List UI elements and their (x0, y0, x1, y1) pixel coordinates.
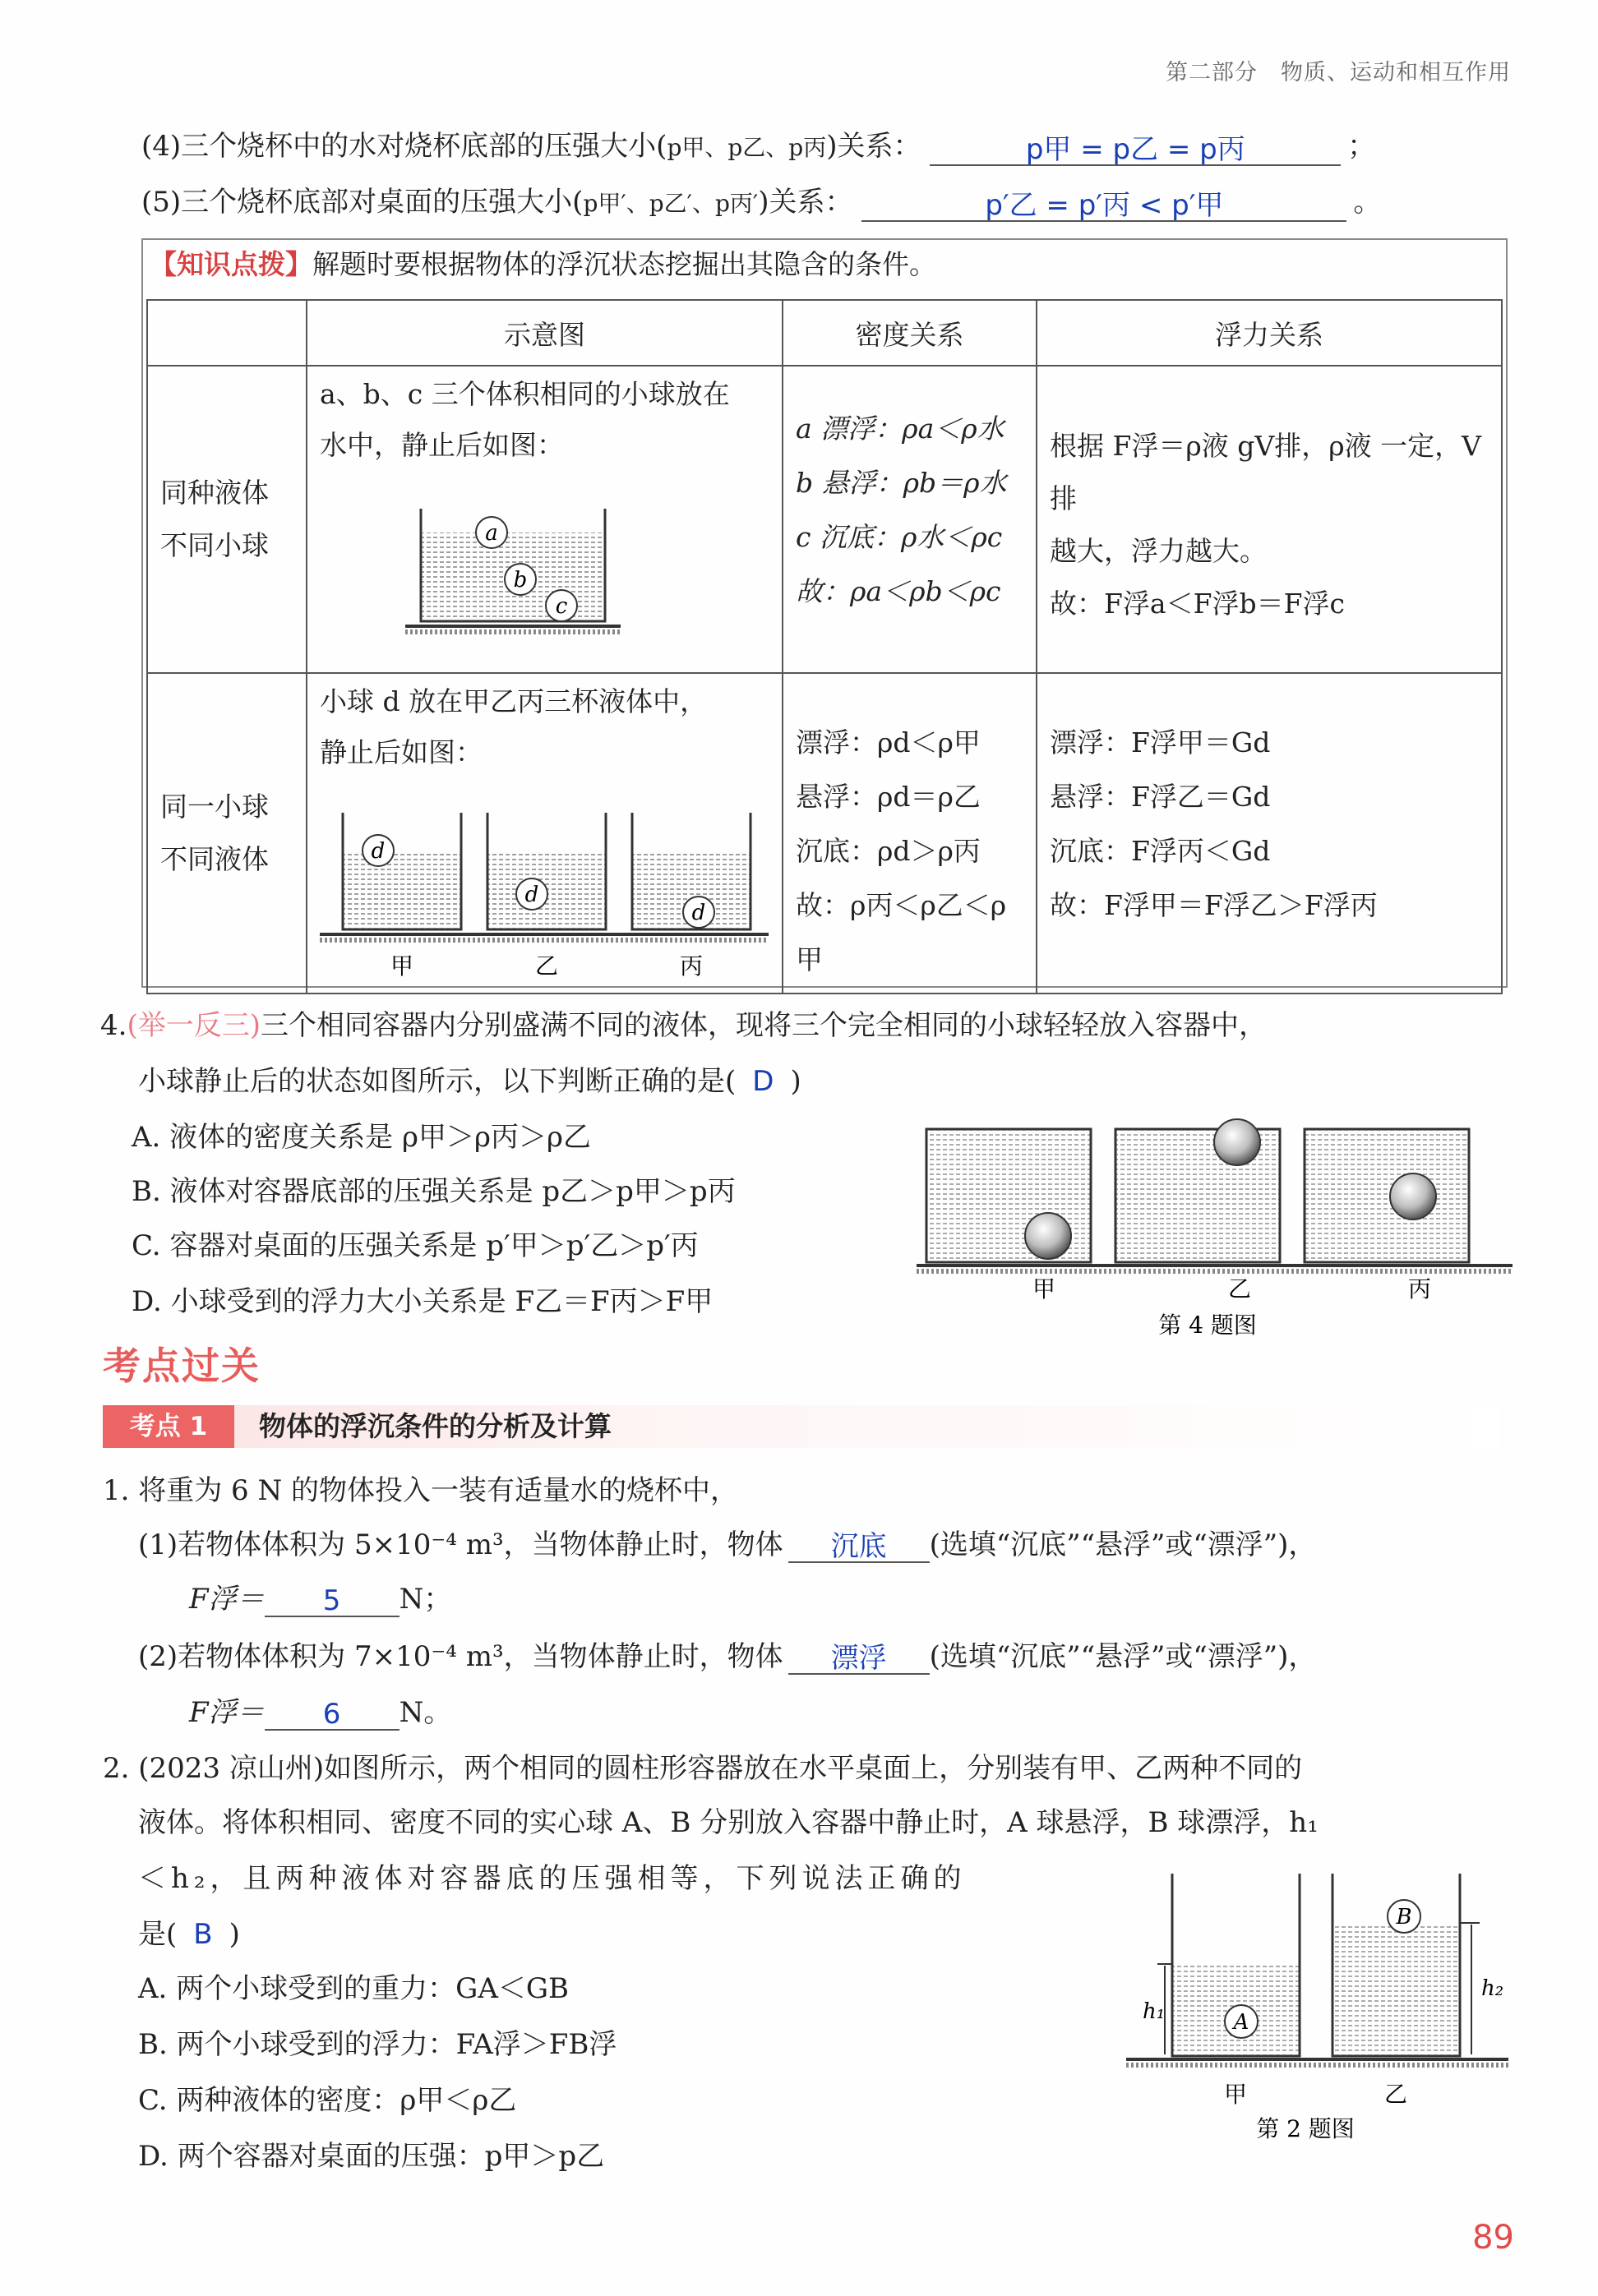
q4-label-yi: 乙 (1227, 1275, 1252, 1302)
q1-p1-f-answer: 5 (322, 1584, 341, 1617)
q2-stem-line4-text: 是( (138, 1918, 178, 1951)
row2-cup2-ball-label: d (524, 883, 539, 907)
row2-cup3-label: 丙 (679, 952, 704, 980)
q4-line2 (138, 1063, 801, 1100)
row2-buoyancy-1: 漂浮：F浮甲＝Gd (1050, 726, 1271, 758)
q-prev-line5-blank (861, 187, 1346, 222)
row1-diagram-cell (307, 366, 783, 673)
tip-heading (150, 247, 936, 283)
q4-option-c: C. 容器对桌面的压强关系是 p′甲＞p′乙＞p′丙 (132, 1229, 699, 1262)
q2-label-jia: 甲 (1223, 2081, 1248, 2108)
q1-p1-suffix: (选填“沉底”“悬浮”或“漂浮”)， (929, 1528, 1317, 1561)
tip-table (146, 299, 1503, 994)
q4-ball1 (1025, 1213, 1071, 1259)
tip-th-density: 密度关系 (783, 300, 1037, 366)
row1-buoyancy-2: 越大，浮力越大。 (1050, 535, 1267, 567)
q-prev-line4-end: ； (1347, 130, 1376, 163)
section-title: 考点过关 (103, 1344, 261, 1388)
q1-part1-force (189, 1581, 451, 1617)
row1-density-3: c 沉底：ρ水＜ρc (796, 521, 1003, 553)
q1-part2-force (189, 1694, 451, 1731)
q2-h1-label: h₁ (1143, 1999, 1166, 2024)
q1-p2-blank (788, 1640, 930, 1675)
q1-p1-f-unit: N； (399, 1583, 452, 1616)
row1-density-4: 故：ρa＜ρb＜ρc (796, 575, 1001, 607)
q1-p2-prefix: (2)若物体体积为 7×10⁻⁴ m³，当物体静止时，物体 (138, 1640, 783, 1673)
q1-p2-f-answer: 6 (322, 1698, 341, 1731)
row1-density-cell (783, 366, 1037, 673)
tip-tag: 【知识点拨】 (150, 248, 312, 280)
q1-p2-f-prefix: F浮＝ (189, 1696, 265, 1729)
q1-p1-answer: 沉底 (830, 1530, 887, 1563)
row1-density-2: b 悬浮：ρb＝ρ水 (796, 467, 1007, 499)
row2-density-4: 故：ρ丙＜ρ乙＜ρ甲 (796, 889, 1007, 975)
q4-fig-caption: 第 4 题图 (1158, 1312, 1257, 1339)
row2-label-cell (147, 673, 307, 994)
q1-p1-f-blank (265, 1583, 400, 1617)
row1-buoyancy-cell (1037, 366, 1502, 673)
tip-th-empty (147, 300, 307, 366)
q4-answer: D (752, 1065, 774, 1098)
row2-cup1-ball-label: d (371, 839, 386, 864)
q2-stem-line2: 液体。将体积相同、密度不同的实心球 A、B 分别放入容器中静止时，A 球悬浮，B 球漂浮，h₁ (138, 1806, 1319, 1839)
q-prev-line4-answer: p甲 = p乙 = p丙 (1025, 133, 1245, 166)
q1-p2-f-blank (265, 1696, 400, 1731)
q4-stem-line2: 小球静止后的状态如图所示，以下判断正确的是( (138, 1065, 737, 1098)
q-prev-line4-blank (930, 131, 1341, 166)
row2-cups-figure (308, 783, 781, 980)
tip-table-row1 (147, 366, 1502, 673)
page-number: 89 (1472, 2219, 1514, 2257)
row2-diagram-cell (307, 673, 783, 994)
row1-ball-c-label: c (555, 594, 568, 619)
row1-buoyancy-1: 根据 F浮＝ρ液 gV排，ρ液 一定，V排 (1050, 430, 1481, 514)
q4-num: 4. (100, 1009, 127, 1042)
q1-p2-suffix: (选填“沉底”“悬浮”或“漂浮”)， (929, 1640, 1317, 1673)
row2-density-cell (783, 673, 1037, 994)
q2-figure (1118, 1865, 1521, 2145)
tip-table-row2 (147, 673, 1502, 994)
row2-density-3: 沉底：ρd＞ρ丙 (796, 835, 981, 867)
q-prev-line5 (141, 184, 1381, 222)
row1-label-line2: 不同小球 (160, 529, 269, 561)
q1-stem: 1. 将重为 6 N 的物体投入一装有适量水的烧杯中， (103, 1474, 739, 1507)
row1-buoyancy-3: 故：F浮a＜F浮b＝F浮c (1050, 588, 1345, 620)
q-prev-line4 (141, 128, 1375, 166)
row2-label-line2: 不同液体 (160, 843, 269, 875)
q2-stem-line1: 2. (2023 凉山州)如图所示，两个相同的圆柱形容器放在水平桌面上，分别装有甲、乙两种不同的 (103, 1752, 1303, 1785)
row2-diagram-line2: 静止后如图： (320, 736, 483, 768)
q2-stem-line3: ＜h₂，且两种液体对容器底的压强相等，下列说法正确的 (138, 1862, 967, 1895)
q1-p2-f-unit: N。 (399, 1696, 452, 1729)
q2-option-b: B. 两个小球受到的浮力：FA浮＞FB浮 (138, 2028, 617, 2061)
row1-label-cell (147, 366, 307, 673)
q2-cup2-liquid (1332, 1923, 1460, 2056)
q4-cup3 (1305, 1129, 1469, 1262)
q4-ball3 (1390, 1173, 1436, 1219)
q-prev-line5-end: 。 (1353, 186, 1382, 219)
q2-h2-label: h₂ (1481, 1976, 1504, 2001)
q2-answer: B (193, 1918, 213, 1951)
q2-ball-b-label: B (1396, 1905, 1412, 1929)
kaodian-title: 物体的浮沉条件的分析及计算 (259, 1410, 612, 1442)
q4-option-a: A. 液体的密度关系是 ρ甲＞ρ丙＞ρ乙 (132, 1121, 591, 1154)
kaodian-bar (103, 1405, 1500, 1448)
q4-stem-end: ) (790, 1065, 801, 1098)
row2-density-1: 漂浮：ρd＜ρ甲 (796, 726, 981, 758)
tip-text: 解题时要根据物体的浮沉状态挖掘出其隐含的条件。 (312, 248, 936, 280)
knowledge-tip-box (141, 238, 1508, 988)
row1-label-line1: 同种液体 (160, 477, 269, 509)
q1-part1 (138, 1527, 1316, 1563)
row2-label-line1: 同一小球 (160, 791, 269, 823)
q2-label-yi: 乙 (1383, 2081, 1408, 2108)
q2-option-d: D. 两个容器对桌面的压强：p甲＞p乙 (138, 2140, 605, 2173)
kaodian-tag: 考点 1 (103, 1405, 234, 1448)
tip-table-header-row (147, 300, 1502, 366)
q-prev-line5-vars: p甲′、p乙′、p丙′ (583, 190, 759, 217)
q4-label-jia: 甲 (1032, 1275, 1056, 1302)
q2-option-c: C. 两种液体的密度：ρ甲＜ρ乙 (138, 2084, 517, 2117)
q4-ball2 (1214, 1119, 1260, 1165)
q4-label-bing: 丙 (1407, 1275, 1432, 1302)
q-prev-line4-vars: p甲、p乙、p丙 (667, 134, 827, 161)
row2-cup3-ball-label: d (691, 901, 706, 925)
row2-buoyancy-2: 悬浮：F浮乙＝Gd (1050, 781, 1271, 813)
row2-buoyancy-4: 故：F浮甲＝F浮乙＞F浮丙 (1050, 889, 1378, 921)
row1-beaker-figure (308, 476, 781, 665)
q-prev-line4-prefix: (4)三个烧杯中的水对烧杯底部的压强大小( (141, 130, 667, 163)
row1-ball-b-label: b (513, 568, 528, 592)
q1-p1-prefix: (1)若物体体积为 5×10⁻⁴ m³，当物体静止时，物体 (138, 1528, 783, 1561)
q1-part2 (138, 1639, 1316, 1675)
row2-diagram-line1: 小球 d 放在甲乙丙三杯液体中， (320, 685, 708, 717)
page-header: 第二部分 物质、运动和相互作用 (1166, 60, 1511, 85)
row2-cup1-liquid (343, 851, 461, 929)
q4-option-d: D. 小球受到的浮力大小关系是 F乙＝F丙＞F甲 (132, 1285, 714, 1318)
q-prev-line4-suffix: )关系： (826, 130, 921, 163)
row2-cup1-label: 甲 (390, 952, 414, 980)
q2-option-a: A. 两个小球受到的重力：GA＜GB (138, 1972, 570, 2005)
q4-tag: (举一反三) (127, 1009, 261, 1042)
q-prev-line5-answer: p′乙 = p′丙 < p′甲 (985, 189, 1224, 222)
q2-ball-a-label: A (1233, 2010, 1249, 2035)
q2-stem-end: ) (229, 1918, 240, 1951)
row2-cup2-label: 乙 (534, 952, 559, 980)
q4-option-b: B. 液体对容器底部的压强关系是 p乙＞p甲＞p丙 (132, 1175, 736, 1208)
q1-p1-blank (788, 1528, 930, 1563)
row1-diagram-line2: 水中，静止后如图： (320, 429, 564, 461)
q2-stem-line4 (138, 1916, 240, 1953)
q-prev-line5-prefix: (5)三个烧杯底部对桌面的压强大小( (141, 186, 584, 219)
row2-buoyancy-3: 沉底：F浮丙＜Gd (1050, 835, 1271, 867)
tip-th-diagram: 示意图 (307, 300, 783, 366)
row2-density-2: 悬浮：ρd＝ρ乙 (796, 781, 981, 813)
row1-ball-a-label: a (485, 521, 498, 546)
tip-th-buoyancy: 浮力关系 (1037, 300, 1502, 366)
row1-density-1: a 漂浮：ρa＜ρ水 (796, 413, 1005, 445)
q4-line1 (100, 1007, 1267, 1044)
q1-p2-answer: 漂浮 (830, 1642, 887, 1675)
q4-figure (917, 1118, 1517, 1348)
row2-buoyancy-cell (1037, 673, 1502, 994)
q1-p1-f-prefix: F浮＝ (189, 1583, 265, 1616)
q2-fig-caption: 第 2 题图 (1256, 2115, 1355, 2142)
row1-diagram-line1: a、b、c 三个体积相同的小球放在 (320, 378, 730, 410)
q-prev-line5-suffix: )关系： (758, 186, 853, 219)
q4-stem-line1: 三个相同容器内分别盛满不同的液体，现将三个完全相同的小球轻轻放入容器中， (260, 1009, 1267, 1042)
